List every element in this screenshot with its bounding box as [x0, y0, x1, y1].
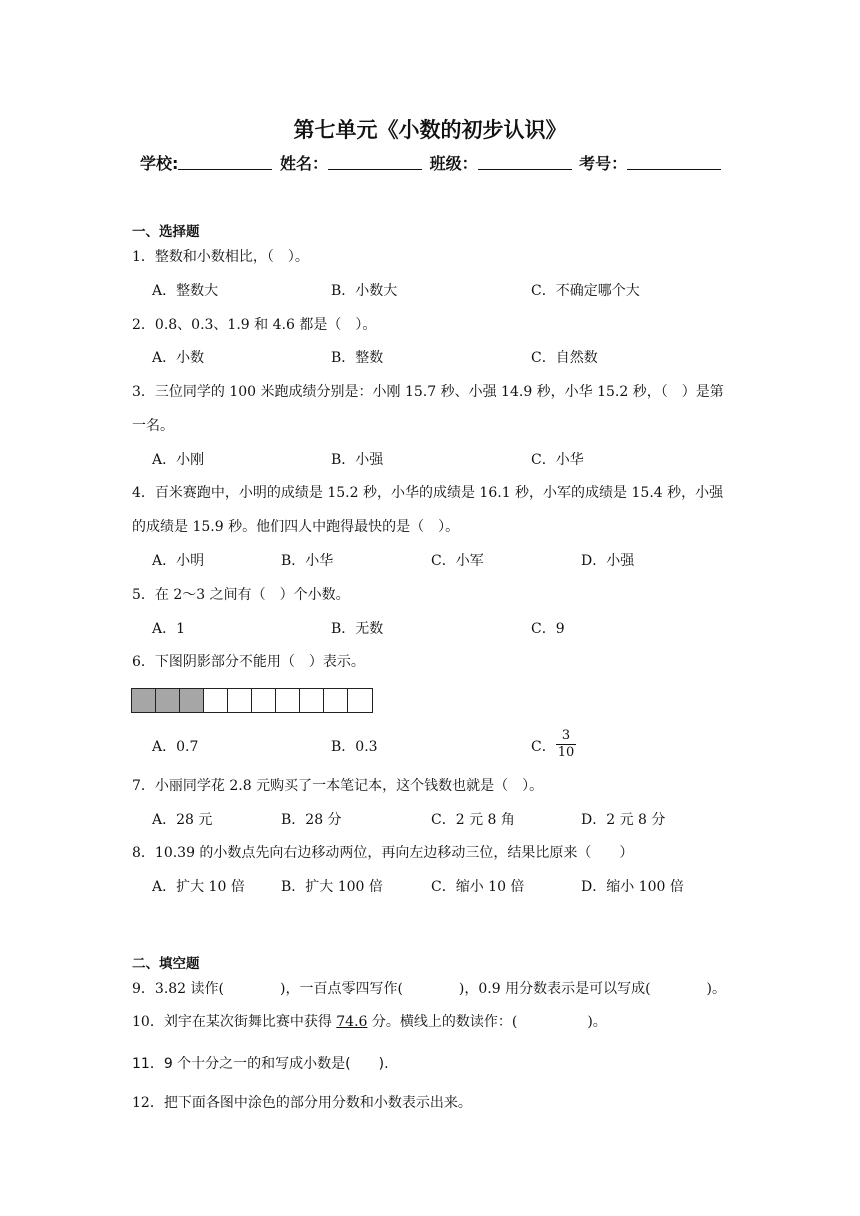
question-8: 8．10.39 的小数点先向右边移动两位，再向左边移动三位，结果比原来（ ）: [132, 845, 634, 861]
fraction-denominator: 10: [557, 745, 575, 760]
class-blank[interactable]: [478, 155, 572, 170]
question-3: 3．三位同学的 100 米跑成绩分别是：小刚 15.7 秒、小强 14.9 秒，小华 15.2 秒，（ ）是第一名。: [132, 384, 724, 434]
q2-option-a: A．小数: [152, 350, 205, 366]
q7-option-a: A．28 元: [152, 812, 213, 828]
page-title: 第七单元《小数的初步认识》: [293, 118, 567, 142]
question-1: 1．整数和小数相比，（ ）。: [132, 249, 309, 265]
question-7: 7．小丽同学花 2.8 元购买了一本笔记本，这个钱数也就是（ ）。: [132, 778, 544, 794]
q1-option-c: C．不确定哪个大: [531, 283, 640, 299]
grid-cell-shaded: [180, 689, 204, 712]
student-info-line: [140, 151, 723, 174]
q4-option-a: A．小明: [152, 553, 205, 569]
q3-option-b: B．小强: [331, 452, 384, 468]
question-6: 6．下图阴影部分不能用（ ）表示。: [132, 654, 365, 670]
name-blank[interactable]: [328, 155, 422, 170]
shaded-grid: [131, 688, 373, 713]
class-label: 班级：: [429, 154, 478, 173]
q6-option-a: A．0.7: [152, 739, 199, 755]
exam-no-blank[interactable]: [627, 155, 721, 170]
q8-option-a: A．扩大 10 倍: [152, 879, 245, 895]
question-11: 11．9 个十分之一的和写成小数是( ).: [132, 1056, 389, 1072]
name-label: 姓名：: [279, 154, 328, 173]
q7-option-c: C．2 元 8 角: [431, 812, 515, 828]
q8-option-b: B．扩大 100 倍: [281, 879, 383, 895]
question-12: 12．把下面各图中涂色的部分用分数和小数表示出来。: [132, 1095, 472, 1111]
q8-option-d: D．缩小 100 倍: [581, 879, 684, 895]
q1-option-b: B．小数大: [331, 283, 398, 299]
q5-option-b: B．无数: [331, 621, 384, 637]
grid-cell: [252, 689, 276, 712]
q3-option-c: C．小华: [531, 452, 584, 468]
q3-option-a: A．小刚: [152, 452, 205, 468]
q4-option-b: B．小华: [281, 553, 334, 569]
fraction-three-tenths: [556, 728, 576, 761]
q2-option-c: C．自然数: [531, 350, 598, 366]
question-5: 5．在 2～3 之间有（ ）个小数。: [132, 587, 350, 603]
q10-text-post: 分。横线上的数读作：( )。: [367, 1014, 607, 1030]
q6-option-b: B．0.3: [331, 739, 378, 755]
grid-cell: [324, 689, 348, 712]
grid-cell: [348, 689, 372, 712]
q10-underlined-number: 74.6: [336, 1014, 368, 1030]
q10-text-pre: 10．刘宇在某次街舞比赛中获得: [132, 1014, 337, 1030]
question-4: 4．百米赛跑中，小明的成绩是 15.2 秒，小华的成绩是 16.1 秒，小军的成绩是 15.4 秒，小强的成绩是 15.9 秒。他们四人中跑得最快的是（ ）。: [132, 485, 724, 535]
school-blank[interactable]: [178, 155, 272, 170]
question-2: 2．0.8、0.3、1.9 和 4.6 都是（ ）。: [132, 317, 377, 333]
exam-no-label: 考号：: [579, 154, 628, 173]
q4-option-c: C．小军: [431, 553, 484, 569]
q7-option-b: B．28 分: [281, 812, 342, 828]
section-heading-fill: 二、填空题: [132, 956, 200, 972]
grid-cell: [204, 689, 228, 712]
grid-cell-shaded: [132, 689, 156, 712]
school-label: 学校:: [140, 154, 179, 173]
grid-cell-shaded: [156, 689, 180, 712]
q8-option-c: C．缩小 10 倍: [431, 879, 525, 895]
question-10: [132, 1012, 607, 1032]
grid-cell: [276, 689, 300, 712]
q1-option-a: A．整数大: [152, 283, 219, 299]
q6-option-c: C．: [531, 739, 556, 755]
grid-cell: [228, 689, 252, 712]
q5-option-c: C．9: [531, 621, 565, 637]
grid-cell: [300, 689, 324, 712]
q7-option-d: D．2 元 8 分: [581, 812, 666, 828]
section-heading-choice: 一、选择题: [132, 224, 200, 240]
q5-option-a: A．1: [152, 621, 186, 637]
question-9: 9．3.82 读作( )，一百点零四写作( )，0.9 用分数表示是可以写成( )。: [132, 981, 727, 997]
q4-option-d: D．小强: [581, 553, 635, 569]
q2-option-b: B．整数: [331, 350, 384, 366]
fraction-numerator: 3: [556, 728, 576, 745]
